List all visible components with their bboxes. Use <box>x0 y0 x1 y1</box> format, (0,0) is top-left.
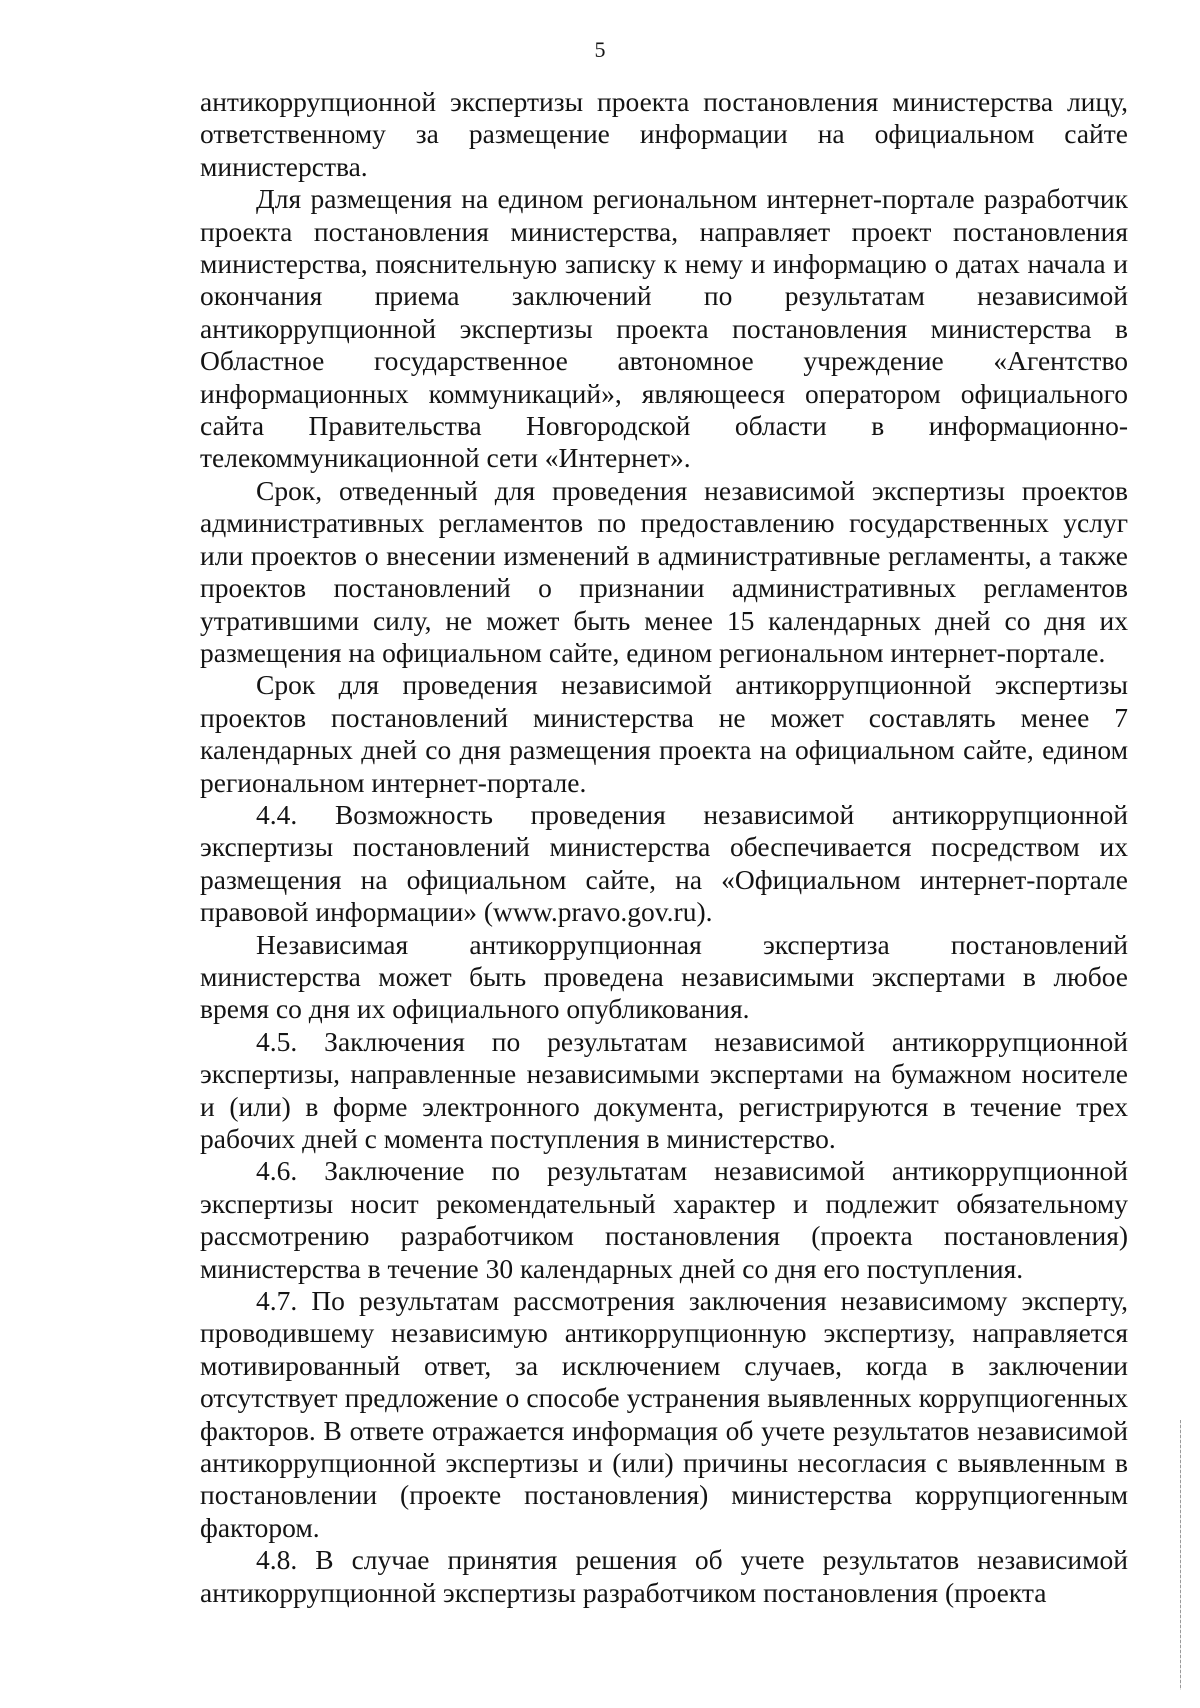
paragraph-portal-placement: Для размещения на едином региональном интернет-портале разработчик проекта постановления министерства, направляет проект постановления министерства, пояснительную записку к нему и информацию о датах начала и окончания приема заключений по результатам независимой антикоррупционной экспертизы проекта постановления министерства в Областное государственное автономное учреждение «Агентство информационных коммуникаций», являющееся оператором официального сайта Правительства Новгородской области в информационно-телекоммуникационной сети «Интернет». <box>200 183 1128 474</box>
clause-4-7: 4.7. По результатам рассмотрения заключения независимому эксперту, проводившему независимую антикоррупционную экспертизу, направляется мотивированный ответ, за исключением случаев, когда в заключении отсутствует предложение о способе устранения выявленных коррупциогенных факторов. В ответе отражается информация об учете результатов независимой антикоррупционной экспертизы и (или) причины несогласия с выявленным в постановлении (проекте постановления) министерства коррупциогенным фактором. <box>200 1285 1128 1543</box>
paragraph-continuation: антикоррупционной экспертизы проекта постановления министерства лицу, ответственному за размещение информации на официальном сайте министерства. <box>200 86 1128 182</box>
clause-4-6: 4.6. Заключение по результатам независимой антикоррупционной экспертизы носит рекомендательный характер и подлежит обязательному рассмотрению разработчиком постановления (проекта постановления) министерства в течение 30 календарных дней со дня его поступления. <box>200 1155 1128 1284</box>
paragraph-admin-regulations-term: Срок, отведенный для проведения независимой экспертизы проектов административных регламентов по предоставлению государственных услуг или проектов о внесении изменений в административные регламенты, а также проектов постановлений о признании административных регламентов утратившими силу, не может быть менее 15 календарных дней со дня их размещения на официальном сайте, едином региональном интернет-портале. <box>200 474 1128 668</box>
clause-4-4: 4.4. Возможность проведения независимой антикоррупционной экспертизы постановлений министерства обеспечивается посредством их размещения на официальном сайте, на «Официальном интернет-портале правовой информации» (www.pravo.gov.ru). <box>200 798 1128 928</box>
clause-4-5: 4.5. Заключения по результатам независимой антикоррупционной экспертизы, направленные независимыми экспертами на бумажном носителе и (или) в форме электронного документа, регистрируются в течение трех рабочих дней с момента поступления в министерство. <box>200 1025 1128 1154</box>
paragraph-independent-expertise: Независимая антикоррупционная экспертиза постановлений министерства может быть проведена независимыми экспертами в любое время со дня их официального опубликования. <box>200 928 1128 1025</box>
document-body <box>200 86 1128 1609</box>
clause-4-8: 4.8. В случае принятия решения об учете результатов независимой антикоррупционной экспертизы разработчиком постановления (проекта <box>200 1544 1128 1608</box>
page-number: 5 <box>594 37 606 62</box>
paragraph-expertise-term: Срок для проведения независимой антикоррупционной экспертизы проектов постановлений министерства не может составлять менее 7 календарных дней со дня размещения проекта на официальном сайте, едином региональном интернет-портале. <box>200 669 1128 798</box>
scan-edge-mark <box>1180 1420 1181 1690</box>
